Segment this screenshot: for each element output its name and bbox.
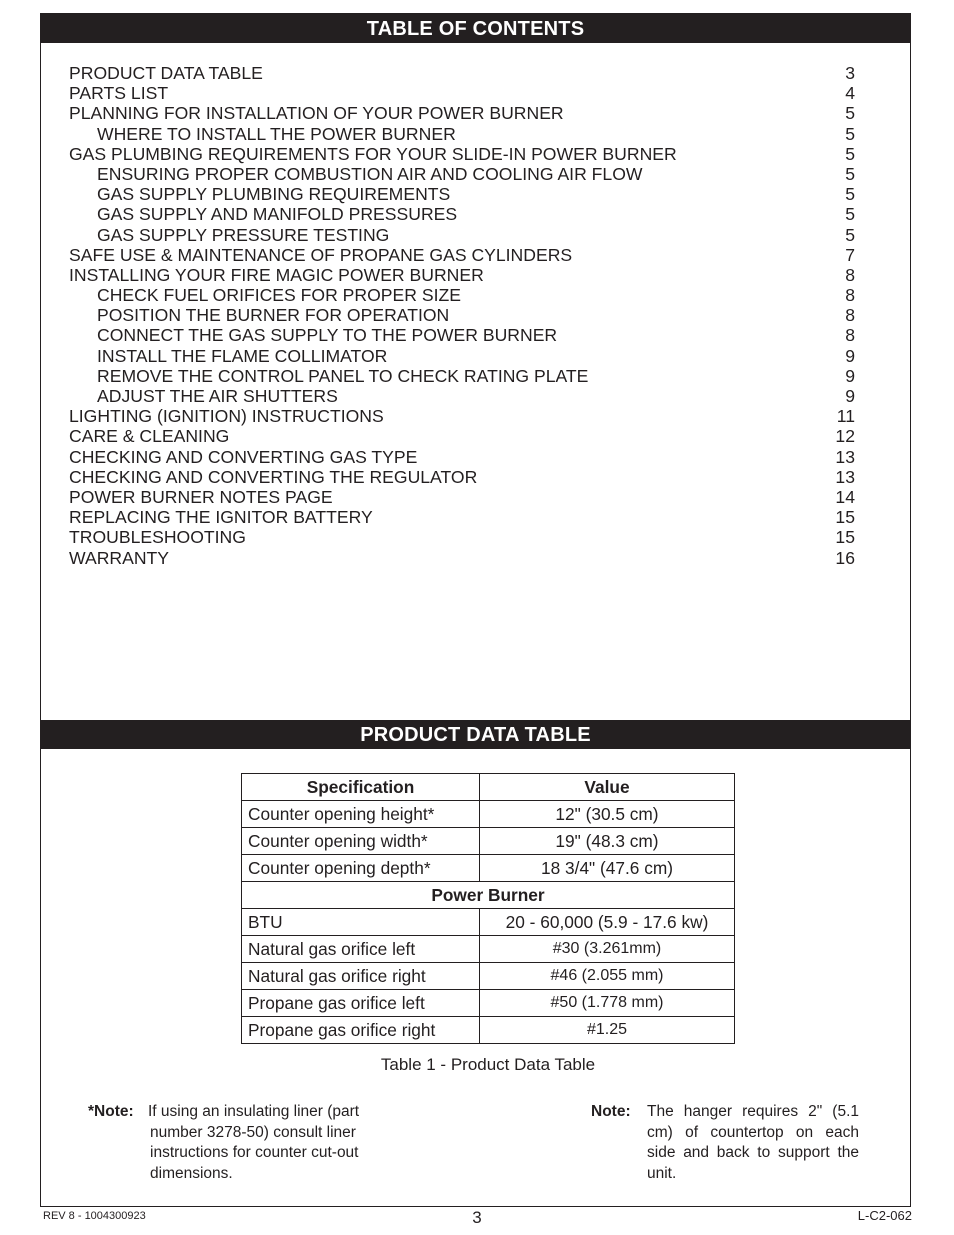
toc-entry-page: 13 xyxy=(835,466,855,487)
section-label: Power Burner xyxy=(242,882,735,909)
product-data-table xyxy=(241,773,735,1044)
spec-cell: Propane gas orifice left xyxy=(242,990,480,1017)
page-number: 3 xyxy=(472,1208,482,1227)
toc-entry-page: 5 xyxy=(845,123,855,144)
toc-entry-title: CHECKING AND CONVERTING GAS TYPE xyxy=(69,446,418,467)
table-row xyxy=(242,963,735,990)
table-row xyxy=(242,990,735,1017)
toc-entry xyxy=(69,548,855,568)
value-cell: 12" (30.5 cm) xyxy=(480,801,735,828)
value-cell: 20 - 60,000 (5.9 - 17.6 kw) xyxy=(480,909,735,936)
toc-entry-page: 12 xyxy=(835,426,855,447)
toc-entry-page: 8 xyxy=(845,305,855,326)
toc-entry xyxy=(69,124,855,144)
table-caption: Table 1 - Product Data Table xyxy=(380,1055,596,1074)
toc-entry-page: 5 xyxy=(845,204,855,225)
product-data-heading: PRODUCT DATA TABLE xyxy=(40,720,911,749)
toc-entry-page: 3 xyxy=(845,63,855,83)
toc-entry-title: REMOVE THE CONTROL PANEL TO CHECK RATING PLATE xyxy=(97,365,589,386)
note-left-label: *Note: xyxy=(88,1103,134,1120)
toc-entry-page: 11 xyxy=(836,406,855,427)
toc-entry-page: 5 xyxy=(845,163,855,184)
toc-entry-title: INSTALL THE FLAME COLLIMATOR xyxy=(97,345,388,366)
toc-entry-title: ENSURING PROPER COMBUSTION AIR AND COOLING AIR FLOW xyxy=(97,163,643,184)
toc-entry-title: PRODUCT DATA TABLE xyxy=(69,63,263,83)
toc-entry-title: WHERE TO INSTALL THE POWER BURNER xyxy=(97,123,456,144)
toc-entry-page: 4 xyxy=(845,83,855,104)
toc-entry-title: CARE & CLEANING xyxy=(69,426,230,447)
section-row xyxy=(242,882,735,909)
value-cell: 18 3/4" (47.6 cm) xyxy=(480,855,735,882)
toc-entry xyxy=(69,346,855,366)
table-row xyxy=(242,801,735,828)
note-left-text: If using an insulating liner (part number 3278-50) consult liner instructions for counter cut-out dimensions. xyxy=(148,1103,360,1183)
toc-entry-title: WARRANTY xyxy=(69,547,170,568)
toc-entry-page: 5 xyxy=(845,184,855,205)
note-right-text: The hanger requires 2" (5.1 cm) of countertop on each side and back to support the unit. xyxy=(647,1103,859,1183)
spec-cell: Natural gas orifice left xyxy=(242,936,480,963)
toc-entry-title: PLANNING FOR INSTALLATION OF YOUR POWER BURNER xyxy=(69,103,564,124)
toc-entry xyxy=(69,245,855,265)
note-right-label: Note: xyxy=(591,1103,631,1120)
toc-entry-title: CHECK FUEL ORIFICES FOR PROPER SIZE xyxy=(97,285,461,306)
toc-entry-title: ADJUST THE AIR SHUTTERS xyxy=(97,386,338,406)
toc-entry-page: 5 xyxy=(845,103,855,124)
toc-entry-page: 15 xyxy=(835,507,855,528)
table-row xyxy=(242,936,735,963)
spec-cell: Counter opening depth* xyxy=(242,855,480,882)
toc-entry-title: POSITION THE BURNER FOR OPERATION xyxy=(97,305,450,326)
column-header-value: Value xyxy=(480,774,735,801)
revision-label: REV 8 - 1004300923 xyxy=(43,1210,146,1222)
toc-entry-title: PARTS LIST xyxy=(69,83,169,104)
toc-entry-title: GAS SUPPLY AND MANIFOLD PRESSURES xyxy=(97,204,458,225)
toc-entry xyxy=(69,265,855,285)
toc-entry-page: 5 xyxy=(845,143,855,164)
toc-entry xyxy=(69,366,855,386)
toc-entry-page: 8 xyxy=(845,285,855,306)
table-row xyxy=(242,1017,735,1044)
document-code: L-C2-062 xyxy=(857,1208,912,1223)
spec-cell: Counter opening width* xyxy=(242,828,480,855)
toc-entry-page: 9 xyxy=(845,365,855,386)
toc-entry-title: GAS PLUMBING REQUIREMENTS FOR YOUR SLIDE-IN POWER BURNER xyxy=(69,143,677,164)
toc-entry xyxy=(69,447,855,467)
toc-entry xyxy=(69,164,855,184)
toc-entry xyxy=(69,305,855,325)
toc-entry-title: GAS SUPPLY PLUMBING REQUIREMENTS xyxy=(97,184,451,205)
toc-entry xyxy=(69,63,855,83)
spec-cell: BTU xyxy=(242,909,480,936)
table-row xyxy=(242,855,735,882)
toc-entry-title: REPLACING THE IGNITOR BATTERY xyxy=(69,507,373,528)
toc-entry-title: CHECKING AND CONVERTING THE REGULATOR xyxy=(69,466,478,487)
toc-entry-page: 8 xyxy=(845,264,855,285)
value-cell: #30 (3.261mm) xyxy=(480,936,735,963)
toc-entry xyxy=(69,487,855,507)
toc-entry xyxy=(69,386,855,406)
toc-entry-page: 13 xyxy=(835,446,855,467)
toc-entry xyxy=(69,144,855,164)
column-header-specification: Specification xyxy=(242,774,480,801)
toc-entry-title: CONNECT THE GAS SUPPLY TO THE POWER BURNER xyxy=(97,325,558,346)
toc-entry xyxy=(69,184,855,204)
toc-entry-page: 15 xyxy=(835,527,855,548)
toc-heading: TABLE OF CONTENTS xyxy=(40,14,911,43)
toc-entry xyxy=(69,285,855,305)
toc-entry xyxy=(69,467,855,487)
toc-entry xyxy=(69,507,855,527)
value-cell: #1.25 xyxy=(480,1017,735,1044)
toc-entry xyxy=(69,204,855,224)
toc-entry xyxy=(69,325,855,345)
toc-entry xyxy=(69,103,855,123)
toc-entry-page: 14 xyxy=(835,486,855,507)
toc-entry-title: POWER BURNER NOTES PAGE xyxy=(69,486,333,507)
value-cell: #50 (1.778 mm) xyxy=(480,990,735,1017)
toc-entry-page: 9 xyxy=(845,386,855,406)
spec-cell: Propane gas orifice right xyxy=(242,1017,480,1044)
toc-entry xyxy=(69,406,855,426)
toc-entry-page: 9 xyxy=(845,345,855,366)
toc-entry-page: 8 xyxy=(845,325,855,346)
toc-entry-page: 16 xyxy=(835,547,855,568)
toc-entry-title: LIGHTING (IGNITION) INSTRUCTIONS xyxy=(69,406,384,427)
toc-entry-title: SAFE USE & MAINTENANCE OF PROPANE GAS CYLINDERS xyxy=(69,244,573,265)
toc-list xyxy=(69,63,855,568)
spec-cell: Natural gas orifice right xyxy=(242,963,480,990)
table-header-row xyxy=(242,774,735,801)
spec-cell: Counter opening height* xyxy=(242,801,480,828)
toc-entry-title: GAS SUPPLY PRESSURE TESTING xyxy=(97,224,390,245)
toc-entry-title: TROUBLESHOOTING xyxy=(69,527,246,548)
toc-entry-page: 7 xyxy=(845,244,855,265)
toc-entry xyxy=(69,426,855,446)
table-row xyxy=(242,828,735,855)
toc-entry-title: INSTALLING YOUR FIRE MAGIC POWER BURNER xyxy=(69,264,484,285)
toc-entry xyxy=(69,527,855,547)
toc-entry xyxy=(69,83,855,103)
table-row xyxy=(242,909,735,936)
toc-entry xyxy=(69,225,855,245)
value-cell: #46 (2.055 mm) xyxy=(480,963,735,990)
value-cell: 19" (48.3 cm) xyxy=(480,828,735,855)
toc-entry-page: 5 xyxy=(845,224,855,245)
